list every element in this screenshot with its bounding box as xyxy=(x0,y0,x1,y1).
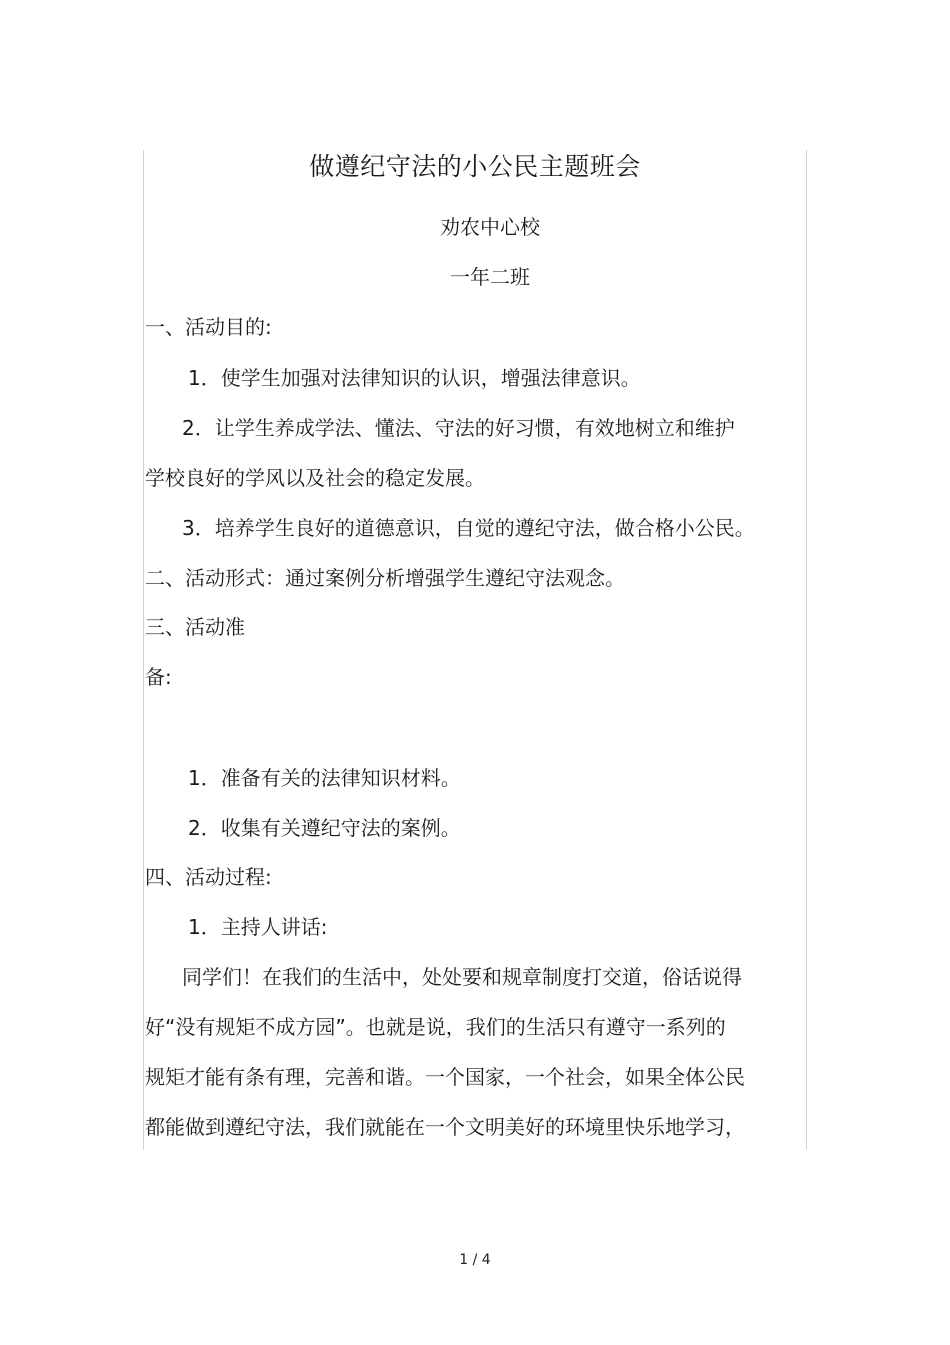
paragraph-line: 3．培养学生良好的道德意识，自觉的遵纪守法，做合格小公民。 xyxy=(182,516,755,540)
school-name: 劝农中心校 xyxy=(440,215,540,239)
document-title: 做遵纪守法的小公民主题班会 xyxy=(309,152,641,181)
paragraph-line: 学校良好的学风以及社会的稳定发展。 xyxy=(145,466,485,490)
section-heading: 二、活动形式：通过案例分析增强学生遵纪守法观念。 xyxy=(145,566,625,590)
paragraph-line: 2．让学生养成学法、懂法、守法的好习惯，有效地树立和维护 xyxy=(182,416,735,440)
section-heading: 四、活动过程: xyxy=(145,865,272,889)
paragraph-line: 好“没有规矩不成方园”。也就是说，我们的生活只有遵守一系列的 xyxy=(145,1015,726,1039)
section-heading: 一、活动目的: xyxy=(145,315,272,339)
paragraph-line: 2．收集有关遵纪守法的案例。 xyxy=(188,816,461,840)
paragraph-line: 1．准备有关的法律知识材料。 xyxy=(188,766,461,790)
paragraph-line: 同学们！在我们的生活中，处处要和规章制度打交道，俗话说得 xyxy=(182,965,742,989)
class-name: 一年二班 xyxy=(450,265,530,289)
section-heading: 备: xyxy=(145,665,172,689)
right-margin-rule xyxy=(806,150,807,1150)
paragraph-line: 1．使学生加强对法律知识的认识，增强法律意识。 xyxy=(188,366,641,390)
page-number: 1 / 4 xyxy=(459,1252,491,1268)
left-margin-rule xyxy=(143,150,144,1150)
paragraph-line: 规矩才能有条有理，完善和谐。一个国家，一个社会，如果全体公民 xyxy=(145,1065,745,1089)
section-heading: 三、活动准 xyxy=(145,615,245,639)
paragraph-line: 都能做到遵纪守法，我们就能在一个文明美好的环境里快乐地学习， xyxy=(145,1115,745,1139)
paragraph-line: 1．主持人讲话: xyxy=(188,915,328,939)
